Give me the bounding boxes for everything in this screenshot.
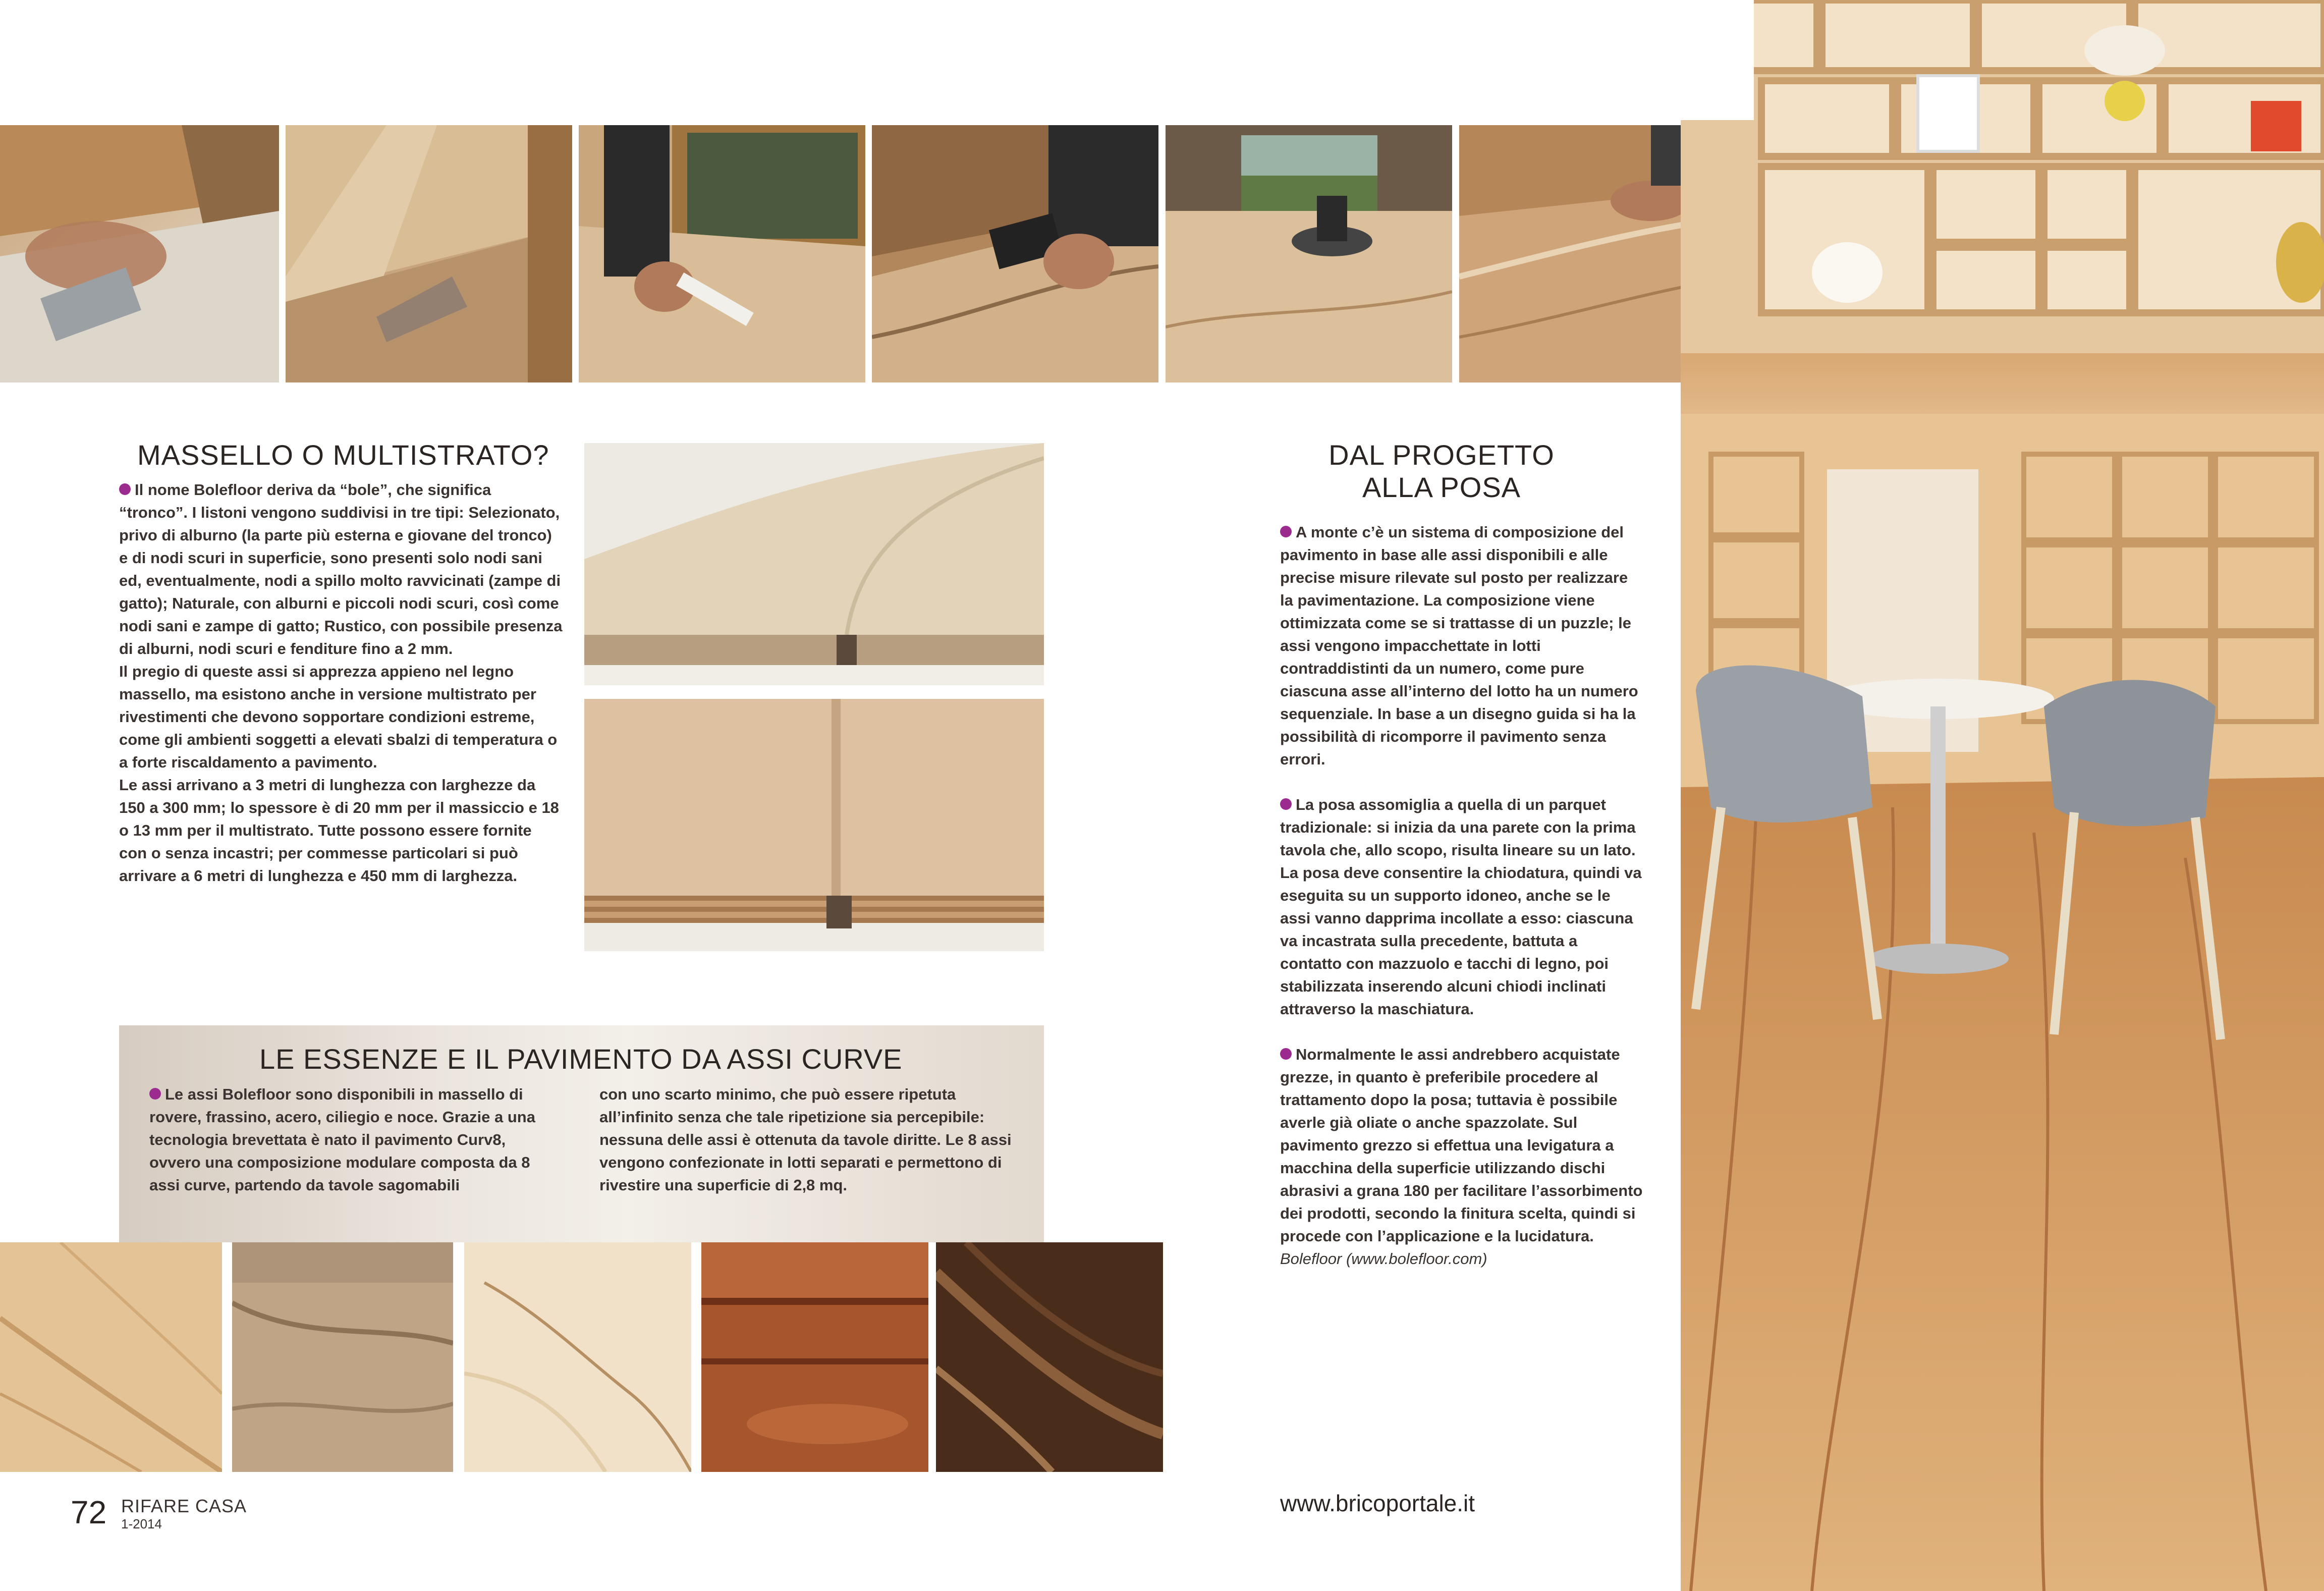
bullet-icon <box>1280 798 1292 810</box>
photo-notch <box>1681 0 1754 120</box>
photo-solid-board-profile <box>584 443 1044 685</box>
photo-step-stapler <box>872 125 1158 382</box>
photo-swatch-maple <box>464 1242 691 1472</box>
page-number: 72 <box>71 1494 107 1530</box>
section-title-progetto: DAL PROGETTO ALLA POSA <box>1329 439 1555 504</box>
bullet-icon <box>1280 1048 1292 1060</box>
source-credit: Bolefloor (www.bolefloor.com) <box>1280 1250 1487 1268</box>
photo-step-lay-board <box>286 125 572 382</box>
photo-swatch-ash <box>232 1242 453 1472</box>
section-title-essenze: LE ESSENZE E IL PAVIMENTO DA ASSI CURVE <box>259 1043 903 1075</box>
section-title-massello: MASSELLO O MULTISTRATO? <box>137 439 549 471</box>
photo-step-sanding <box>1166 125 1452 382</box>
section-body-essenze-col2: con uno scarto minimo, che può essere ripetuta all’infinito senza che tale ripetizione sia percepibile: nessuna delle assi è ottenuta da tavole diritte. Le 8 assi vengono confezionate in lotti separati e permettono di rivestire una superficie di 2,8 mq. <box>599 1085 1012 1194</box>
magazine-issue: 1-2014 <box>121 1516 162 1531</box>
magazine-name: RIFARE CASA <box>121 1496 247 1516</box>
section-body-massello: Il nome Bolefloor deriva da “bole”, che significa “tronco”. I listoni vengono suddivisi in tre tipi: Selezionato, privo di alburno (la parte più esterna e giovane del tronco) e di nodi scuri in superficie, sono presenti solo nodi sani ed, eventualmente, nodi a spillo molto ravvicinati (zampe di gatto); Naturale, con alburni e piccoli nodi scuri, così come nodi sani e zampe di gatto; Rustico, con possibile presenza di alburni, nodi scuri e fenditure fino a 2 mm. Il pregio di queste assi si apprezza appieno nel legno massello, ma esistono anche in versione multistrato per rivestimenti che devono sopportare condizioni estreme, come gli ambienti soggetti a elevati sbalzi di temperatura o a forte riscaldamento a pavimento. Le assi arrivano a 3 metri di lunghezza con larghezze da 150 a 300 mm; lo spessore è di 20 mm per il massiccio e 18 o 13 mm per il multistrato. Tutte possono essere fornite con o senza incastri; per commesse particolari si può arrivare a 6 metri di lunghezza e 450 mm di larghezza. <box>119 481 563 885</box>
section-body-progetto: A monte c’è un sistema di composizione del pavimento in base alle assi disponibili e alle precise misure rilevate sul posto per realizzare la pavimentazione. La composizione viene ottimizzata come se si trattasse di un puzzle; le assi vengono impacchettate in lotti contraddistinti da un numero, come pure ciascuna asse all’interno del lotto ha un numero sequenziale. In base a un disegno guida si ha la possibilità di ricomporre il pavimento senza errori. La posa assomiglia a quella di un parquet tradizionale: si inizia da una parete con la prima tavola che, allo scopo, risulta lineare su un lato. La posa deve consentire la chiodatura, quindi va eseguita su un supporto idoneo, anche se le assi vanno dapprima incollate a esso: ciascuna va incastrata sulla precedente, battuta a contatto con mazzuolo e tacchi di legno, poi stabilizzata inserendo alcuni chiodi inclinati attraverso la maschiatura. Normalmente le assi andrebbero acquistate grezze, in quanto è preferibile procedere al trattamento dopo la posa; tuttavia è possibile averle già oliate o anche spazzolate. Sul pavimento grezzo si effettua una levigatura a macchina della superficie utilizzando dischi abrasivi a grana 180 per facilitare l’assorbimento dei prodotti, secondo la finitura scelta, quindi si procede con l’applicazione e la lucidatura. Bolefloor (www.bolefloor.com) <box>1280 521 1643 1270</box>
bullet-icon <box>1280 526 1292 537</box>
photo-step-glue <box>0 125 279 382</box>
bullet-icon <box>149 1088 161 1100</box>
photo-dining-room <box>1681 0 2324 1591</box>
photo-swatch-walnut <box>936 1242 1163 1472</box>
bullet-icon <box>119 483 131 495</box>
photo-multilayer-board-profile <box>584 699 1044 951</box>
photo-swatch-oak <box>0 1242 222 1472</box>
section-body-essenze-col1: Le assi Bolefloor sono disponibili in massello di rovere, frassino, acero, ciliegio e noce. Grazie a una tecnologia brevettata è nato il pavimento Curv8, ovvero una composizione modulare composta da 8 assi curve, partendo da tavole sagomabili <box>149 1085 535 1194</box>
website-link[interactable]: www.bricoportale.it <box>1280 1490 1475 1516</box>
photo-step-nail <box>579 125 865 382</box>
photo-swatch-cherry <box>701 1242 928 1472</box>
